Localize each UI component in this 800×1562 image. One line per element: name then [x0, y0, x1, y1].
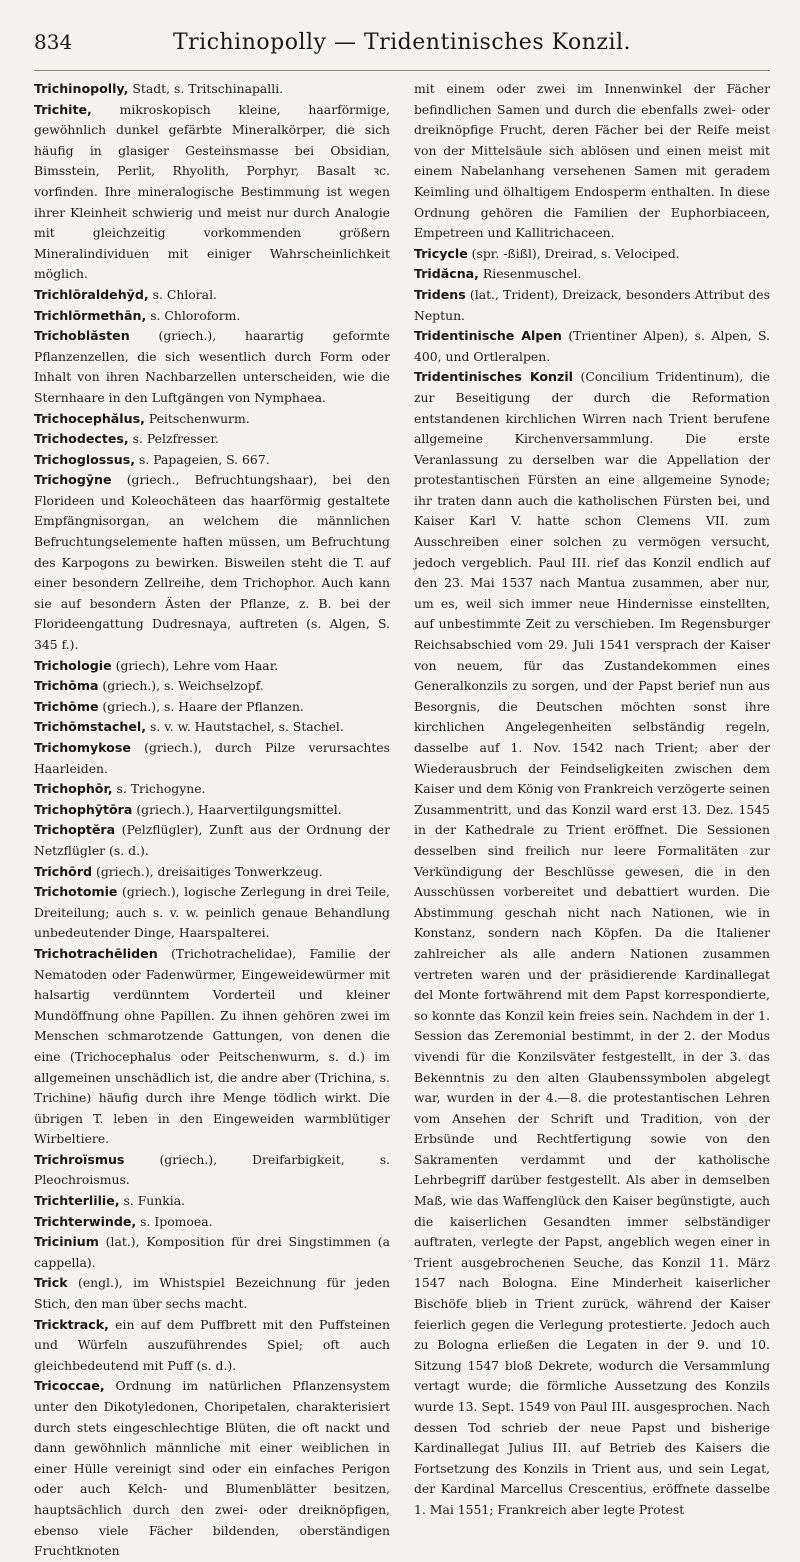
entry-headword: Trichologie: [34, 657, 112, 673]
entry-headword: Trichoptĕra: [34, 822, 116, 838]
entry-text: (griech.), s. Haare der Pflanzen.: [98, 698, 304, 714]
entry-headword: Trichomykose: [34, 740, 131, 755]
dictionary-entry: [34, 820, 390, 861]
entry-headword: Trichterwinde,: [34, 1213, 137, 1229]
page-header: [34, 30, 770, 71]
entry-headword: Tricoccae,: [34, 1378, 105, 1394]
entry-headword: Trichterlilie,: [34, 1193, 120, 1209]
text-columns: [34, 79, 770, 1559]
dictionary-entry: [414, 367, 770, 1520]
entry-headword: Trichite,: [34, 101, 92, 117]
entry-headword: Tricinium: [34, 1234, 99, 1250]
dictionary-entry: [34, 717, 390, 738]
dictionary-entry: [34, 800, 390, 821]
dictionary-entry: [414, 326, 770, 367]
dictionary-entry: [414, 79, 770, 244]
entry-text: (Trichotrachelidae), Familie der Nematoden oder Fadenwürmer, Eingeweidewürmer mit halsartig verdünntem Vorderteil und kleiner Mundöffnung ohne Papillen. Zu ihnen gehören zwei im Menschen schmarotzende Gattungen, von denen die eine (Trichocephalus oder Peitschenwurm, s. d.) im allgemeinen unschädlich ist, die andre aber (Trichina, s. Trichine) häufig durch ihre Menge tödlich wirkt. Die übrigen T. leben in den Eingeweiden warmblütiger Wirbeltiere.: [34, 945, 390, 1147]
entry-text: (griech.), s. Weichselzopf.: [98, 678, 264, 694]
dictionary-entry: [34, 656, 390, 677]
entry-text: s. Ipomoea.: [136, 1213, 213, 1229]
entry-text: ein auf dem Puffbrett mit den Puffsteinen und Würfeln auszuführendes Spiel; oft auch gleichbedeutend mit Puff (s. d.).: [34, 1316, 390, 1373]
entry-text: s. Trichogyne.: [112, 781, 206, 797]
entry-headword: Trichōmstachel,: [34, 719, 147, 735]
entry-headword: Trichophȳtōra: [34, 801, 133, 817]
entry-headword: Trichoblăsten: [34, 328, 130, 344]
entry-text: (griech.), Haarvertilgungsmittel.: [132, 801, 342, 817]
entry-headword: Tridentinisches Konzil: [414, 369, 573, 385]
dictionary-entry: [34, 1273, 390, 1314]
entry-headword: Trichōrd: [34, 863, 93, 879]
entry-text: s. Papageien, S. 667.: [135, 451, 270, 467]
entry-text: (griech.), dreisaitiges Tonwerkzeug.: [92, 863, 323, 879]
entry-headword: Trichodectes,: [34, 431, 129, 447]
entry-text: (griech.), Dreifarbigkeit, s. Pleochroismus.: [34, 1151, 390, 1188]
entry-headword: Trichlōraldehȳd,: [34, 286, 149, 302]
dictionary-entry: [34, 285, 390, 306]
dictionary-entry: [34, 697, 390, 718]
entry-text: Peitschenwurm.: [144, 410, 250, 426]
entry-headword: Trichotrachēliden: [34, 945, 158, 961]
entry-text: Ordnung im natürlichen Pflanzensystem unter den Dikotyledonen, Choripetalen, charakterisiert durch stets eingeschlechtige Blüten, die oft nackt und dann gewöhnlich männliche mit einer weiblichen in einer Hülle vereinigt sind oder ein einfaches Perigon oder auch Kelch- und Blumenblätter besitzen, hauptsächlich durch den zwei- oder dreiknöpfigen, ebenso viele Fächer bildenden, oberständigen Fruchtknoten: [34, 1378, 390, 1559]
entry-text: (lat., Trident), Dreizack, besonders Attribut des Neptun.: [414, 286, 770, 323]
entry-headword: Trichoglossus,: [34, 451, 136, 467]
dictionary-entry: [34, 1212, 390, 1233]
entry-headword: Trichlōrmethān,: [34, 307, 147, 323]
right-column: [414, 79, 770, 1517]
dictionary-entry: [34, 429, 390, 450]
entry-text: mikroskopisch kleine, haarförmige, gewöhnlich dunkel gefärbte Mineralkörper, die sich häufig in glasiger Gesteinsmasse bei Obsidian, Bimsstein, Perlit, Rhyolith, Porphyr, Basalt ꝛc. vorfinden. Ihre mineralogische Bestimmung ist wegen ihrer Kleinheit schwierig und meist nur durch Analogie mit gleichzeitig vorkommenden größern Mineralindividuen mit einiger Wahrscheinlichkeit möglich.: [34, 101, 390, 282]
entry-text: (Trientiner Alpen), s. Alpen, S. 400, und Ortleralpen.: [414, 328, 770, 364]
dictionary-entry: [34, 1191, 390, 1212]
dictionary-entry: [34, 326, 390, 408]
dictionary-entry: [414, 244, 770, 265]
dictionary-entry: [414, 264, 770, 285]
entry-text: (spr. -ßißl), Dreirad, s. Velociped.: [467, 245, 680, 261]
entry-headword: Trichophōr,: [34, 781, 113, 797]
dictionary-entry: [34, 1376, 390, 1561]
dictionary-entry: [34, 944, 390, 1150]
entry-text: (griech.), logische Zerlegung in drei Teile, Dreiteilung; auch s. v. w. peinlich genaue Behandlung unbedeutender Dinge, Haarspalterei.: [34, 884, 390, 941]
entry-text: (griech.), durch Pilze verursachtes Haarleiden.: [34, 740, 390, 776]
entry-headword: Tridăcna,: [414, 266, 479, 282]
entry-headword: Tridentinische Alpen: [414, 328, 562, 344]
entry-headword: Trichōme: [34, 698, 99, 714]
dictionary-entry: [34, 738, 390, 779]
entry-text: Riesenmuschel.: [478, 266, 582, 282]
dictionary-entry: [34, 1232, 390, 1273]
entry-headword: Trichogȳne: [34, 472, 112, 488]
dictionary-entry: [34, 409, 390, 430]
entry-headword: Trichotomie: [34, 884, 118, 900]
entry-text: (griech), Lehre vom Haar.: [111, 657, 279, 673]
entry-text: s. Chloral.: [148, 286, 217, 302]
dictionary-entry: [34, 470, 390, 655]
dictionary-entry: [34, 676, 390, 697]
entry-text: (Pelzflügler), Zunft aus der Ordnung der Netzflügler (s. d.).: [34, 822, 390, 858]
dictionary-entry: [34, 450, 390, 471]
dictionary-entry: [34, 862, 390, 883]
entry-headword: Trichōma: [34, 678, 99, 694]
dictionary-entry: [34, 882, 390, 944]
entry-text: s. Chloroform.: [146, 307, 241, 323]
dictionary-entry: [34, 779, 390, 800]
entry-text: s. v. w. Hautstachel, s. Stachel.: [146, 719, 344, 735]
dictionary-entry: [34, 306, 390, 327]
dictionary-entry: [34, 1150, 390, 1191]
dictionary-entry: [34, 79, 390, 100]
entry-text: (Concilium Tridentinum), die zur Beseitigung der durch die Reformation entstandenen kirchlichen Wirren nach Trient berufene allgemeine Kirchenversammlung. Die erste Veranlassung zu derselben war die Appellation der protestantischen Fürsten an eine allgemeine Synode; ihr traten dann auch die katholischen Fürsten bei, und Kaiser Karl V. hatte schon Clemens VII. zum Ausschreiben einer solchen zu vermögen versucht, jedoch vergeblich. Paul III. rief das Konzil endlich auf den 23. Mai 1537 nach Mantua zusammen, aber nur, um es, weil sich immer neue Hindernisse einstellten, auf unbestimmte Zeit zu verschieben. Im Regensburger Reichsabschied vom 29. Juli 1541 versprach der Kaiser von neuem, für das Zustandekommen eines Generalkonzils zu sorgen, und der Papst berief nun aus Besorgnis, die Deutschen möchten sonst ihre kirchlichen Angelegenheiten selbständig regeln, dasselbe auf 1. Nov. 1542 nach Trient; aber der Wiederausbruch der Feindseligkeiten zwischen dem Kaiser und dem König von Frankreich verzögerte seinen Zusammentritt, und das Konzil ward erst 13. Dez. 1545 in der Kathedrale zu Trient eröffnet. Die Sessionen desselben sind freilich nur leere Formalitäten zur Verkündigung der Beschlüsse gewesen, die in den Ausschüssen vorbereitet und debattiert wurden. Die Abstimmung geschah nicht nach Nationen, wie in Konstanz, sondern nach Köpfen. Da die Italiener zahlreicher als alle andern Nationen zusammen vertreten waren und der präsidierende Kardinallegat del Monte fortwährend mit dem Papst korrespondierte, so konnte das Konzil kein freies sein. Nachdem in der 1. Session das Zeremonial bestimmt, in der 2. der Modus vivendi für die Konzilsväter festgestellt, in der 3. das Bekenntnis zu den alten Glaubenssymbolen abgelegt war, wurden in der 4.—8. die protestantischen Lehren vom Ansehen der Schrift und Tradition, von der Erbsünde und Rechtfertigung sowie von den Sakramenten verdammt und der katholische Lehrbegriff darüber festgestellt. Als aber in demselben Maß, wie das Waffenglück den Kaiser begünstigte, auch die kaiserlichen Gesandten immer selbständiger auftraten, verlegte der Papst, angeblich wegen einer in Trient ausgebrochenen Seuche, das Konzil 11. März 1547 nach Bologna. Eine Minderheit kaiserlicher Bischöfe blieb in Trient zurück, während der Kaiser feierlich gegen die Verlegung protestierte. Jedoch auch zu Bologna erließen die Legaten in der 9. und 10. Sitzung 1547 bloß Dekrete, wodurch die Versammlung vertagt wurde; die förmliche Aussetzung des Konzils wurde 13. Sept. 1549 von Paul III. ausgesprochen. Nach dessen Tod schrieb der neue Papst und bisherige Kardinallegat Julius III. auf Betrieb des Kaisers die Fortsetzung des Konzils in Trient aus, und sein Legat, der Kardinal Marcellus Crescentius, eröffnete dasselbe 1. Mai 1551; Frankreich aber legte Protest: [414, 369, 770, 1517]
dictionary-entry: [414, 285, 770, 326]
entry-text: mit einem oder zwei im Innenwinkel der Fächer befindlichen Samen und durch die ebenfalls zwei- oder dreiknöpfige Frucht, deren Fächer bei der Reife meist von der Mittelsäule sich ablösen und einen meist mit einem Nabelanhang versehenen Samen mit geradem Keimling und ölhaltigem Endosperm enthalten. In diese Ordnung gehören die Familien der Euphorbiaceen, Empetreen und Kallitrichaceen.: [414, 81, 770, 241]
entry-headword: Tricycle: [414, 245, 468, 261]
entry-headword: Trick: [34, 1275, 68, 1291]
left-column: [34, 79, 390, 1559]
dictionary-entry: [34, 1315, 390, 1377]
entry-headword: Tricktrack,: [34, 1316, 109, 1332]
entry-text: (engl.), im Whistspiel Bezeichnung für jeden Stich, den man über sechs macht.: [34, 1275, 390, 1312]
entry-headword: Trichinopolly,: [34, 81, 129, 96]
dictionary-entry: [34, 100, 390, 285]
entry-text: Stadt, s. Tritschinapalli.: [128, 81, 284, 96]
entry-text: s. Pelzfresser.: [128, 431, 219, 447]
entry-headword: Trichroïsmus: [34, 1151, 125, 1167]
entry-text: (griech., Befruchtungshaar), bei den Florideen und Koleochäteen das haarförmig gestaltete Empfängnisorgan, an welchem die männlichen Befruchtungselemente haften müssen, um Befruchtung des Karpogons zu bewirken. Bisweilen steht die T. auf einer besondern Zellreihe, dem Trichophor. Auch kann sie auf besondern Ästen der Pflanze, z. B. bei der Florideengattung Dudresnaya, auftreten (s. Algen, S. 345 f.).: [34, 472, 390, 653]
page-number: 834: [34, 30, 73, 54]
running-head: Trichinopolly — Tridentinisches Konzil.: [172, 30, 632, 55]
entry-headword: Trichocephălus,: [34, 410, 145, 426]
entry-text: (griech.), haarartig geformte Pflanzenzellen, die sich wesentlich durch Form oder Inhalt von ihren Nachbarzellen unterscheiden, wie die Sternhaare in den Luftgängen von Nymphaea.: [34, 328, 390, 405]
entry-text: (lat.), Komposition für drei Singstimmen (a cappella).: [34, 1234, 390, 1270]
entry-text: s. Funkia.: [119, 1193, 186, 1209]
entry-headword: Tridens: [414, 286, 466, 302]
